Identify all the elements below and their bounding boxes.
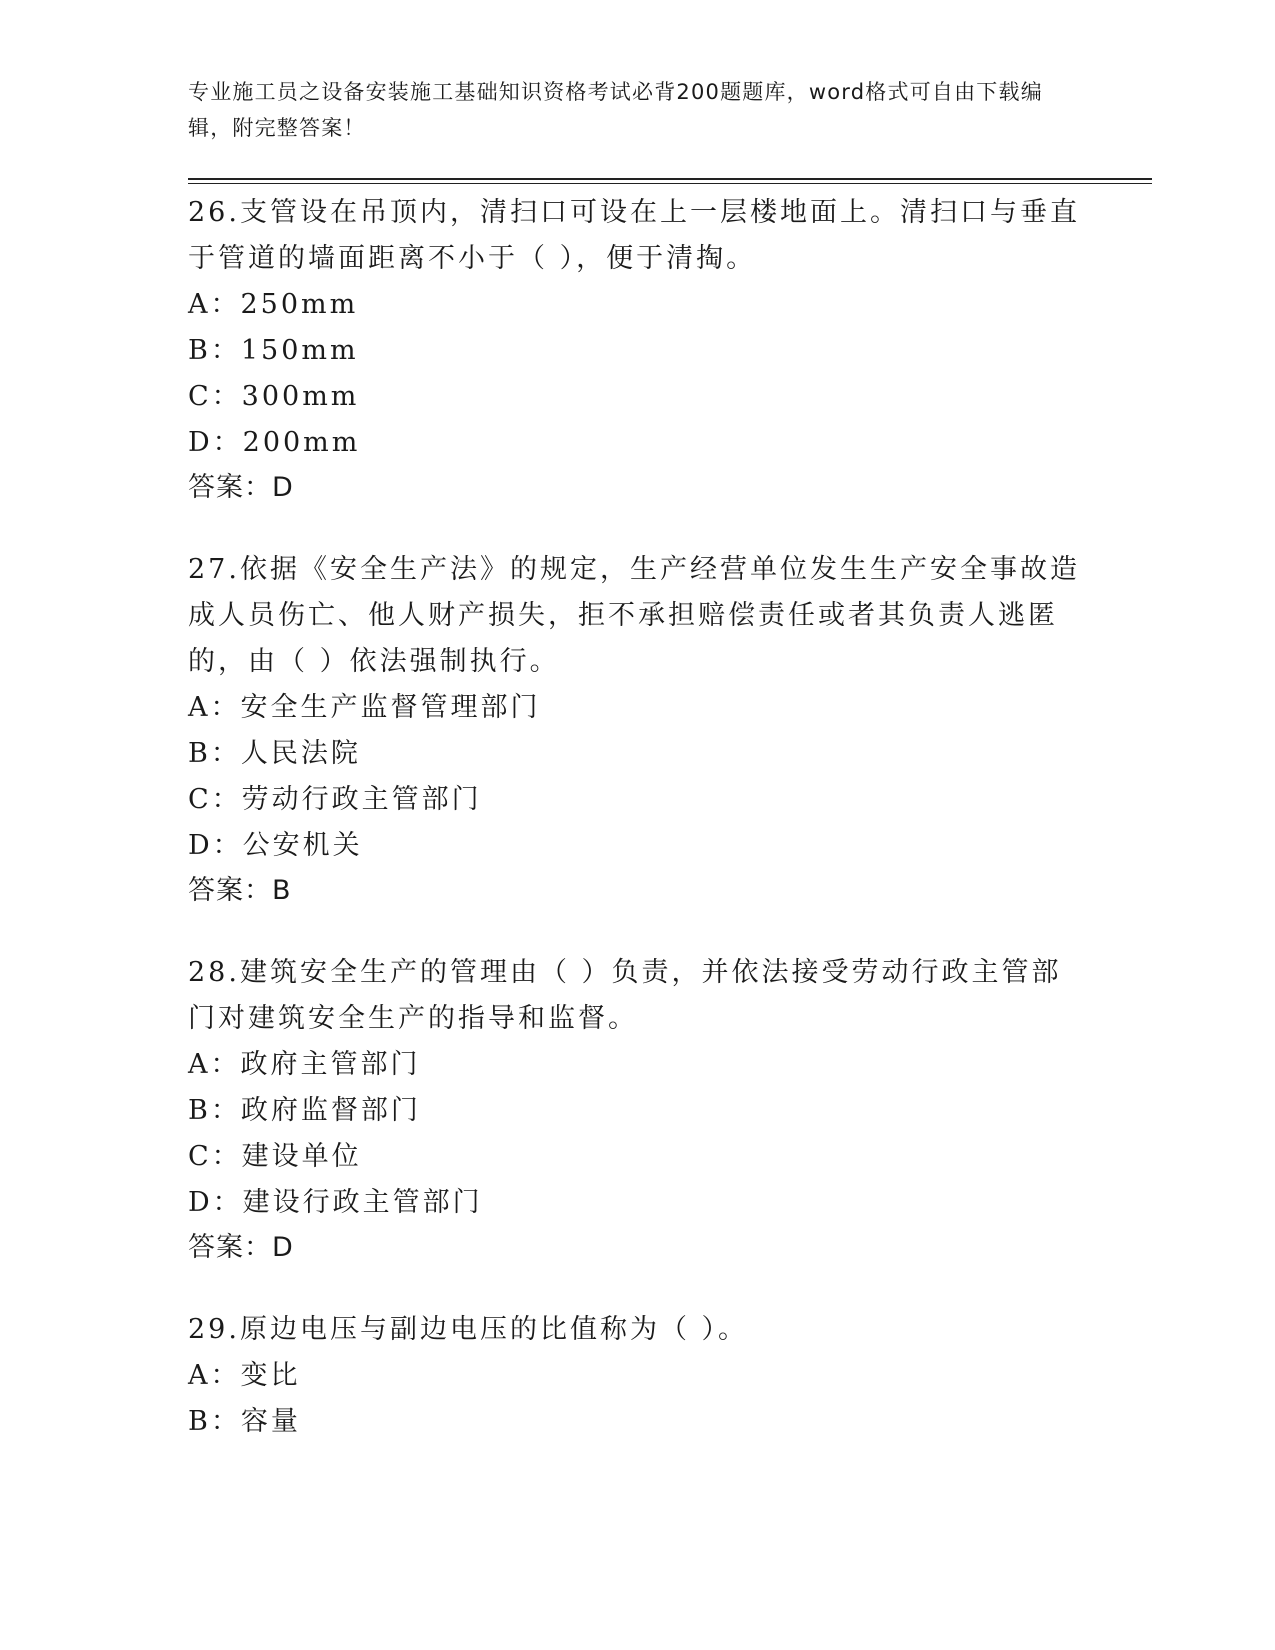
option-b: B：政府监督部门 — [188, 1095, 421, 1126]
option-a: A：安全生产监督管理部门 — [188, 692, 541, 723]
question-list — [188, 190, 1088, 1482]
option-c: C：300mm — [188, 381, 360, 412]
question-stem: 28.建筑安全生产的管理由（ ）负责，并依法接受劳动行政主管部门对建筑安全生产的指导和监督。 — [188, 957, 1062, 1034]
option-a: A：250mm — [188, 289, 359, 320]
option-b: B：容量 — [188, 1406, 301, 1437]
question-stem: 29.原边电压与副边电压的比值称为（ ）。 — [188, 1314, 749, 1345]
header-divider-thick — [188, 178, 1152, 180]
option-d: D：建设行政主管部门 — [188, 1187, 483, 1218]
option-b: B：150mm — [188, 335, 359, 366]
option-a: A：政府主管部门 — [188, 1049, 421, 1080]
option-c: C：建设单位 — [188, 1141, 362, 1172]
answer-line: 答案：D — [188, 1232, 294, 1263]
question-28 — [188, 950, 1088, 1270]
question-27 — [188, 547, 1088, 913]
question-stem: 26.支管设在吊顶内，清扫口可设在上一层楼地面上。清扫口与垂直于管道的墙面距离不小于（ ），便于清掏。 — [188, 197, 1080, 274]
question-26 — [188, 190, 1088, 510]
option-a: A：变比 — [188, 1360, 301, 1391]
question-29 — [188, 1307, 1088, 1445]
document-header: 专业施工员之设备安装施工基础知识资格考试必背200题题库，word格式可自由下载编辑，附完整答案！ — [188, 80, 1043, 140]
option-b: B：人民法院 — [188, 738, 361, 769]
header-divider-thin — [188, 183, 1152, 184]
question-stem: 27.依据《安全生产法》的规定，生产经营单位发生生产安全事故造成人员伤亡、他人财产损失，拒不承担赔偿责任或者其负责人逃匿的，由（ ）依法强制执行。 — [188, 554, 1080, 677]
option-d: D：200mm — [188, 427, 361, 458]
answer-line: 答案：D — [188, 472, 294, 503]
answer-line: 答案：B — [188, 875, 292, 906]
option-c: C：劳动行政主管部门 — [188, 784, 482, 815]
option-d: D：公安机关 — [188, 830, 363, 861]
